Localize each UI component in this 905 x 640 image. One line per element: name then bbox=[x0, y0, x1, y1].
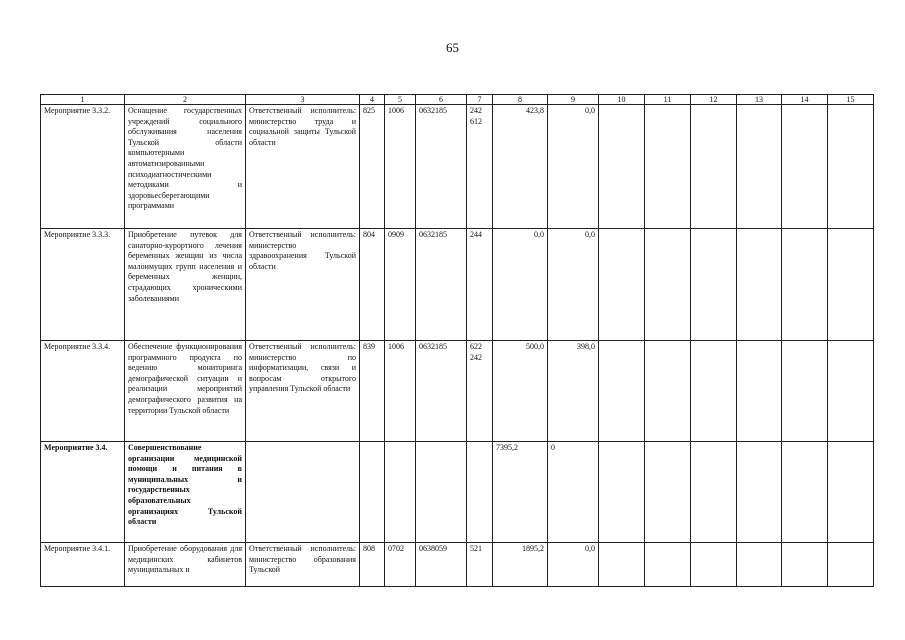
event-cell: Мероприятие 3.3.4. bbox=[41, 341, 125, 442]
empty-cell bbox=[599, 442, 645, 543]
header-row bbox=[41, 95, 874, 105]
amount-cell: 0,0 bbox=[493, 229, 548, 341]
empty-cell bbox=[599, 543, 645, 587]
section-code-cell: 0702 bbox=[385, 543, 416, 587]
amount-cell: 7395,2 bbox=[493, 442, 548, 543]
empty-cell bbox=[645, 105, 691, 229]
expense-type-cell: 242 612 bbox=[467, 105, 493, 229]
empty-cell bbox=[828, 341, 874, 442]
target-code-cell: 0632185 bbox=[416, 229, 467, 341]
description-cell: Приобретение путевок для санаторно-курортного лечения беременных женщин из числа малоимущих групп населения и беременных женщин, страдающих хроническими заболеваниями bbox=[125, 229, 246, 341]
column-header: 6 bbox=[416, 95, 467, 105]
empty-cell bbox=[782, 229, 828, 341]
amount-cell: 0,0 bbox=[548, 229, 599, 341]
target-code-cell bbox=[416, 442, 467, 543]
empty-cell bbox=[737, 229, 782, 341]
executor-cell: Ответственный исполнитель: министерство по информатизации, связи и вопросам открытого управления Тульской области bbox=[246, 341, 360, 442]
empty-cell bbox=[828, 442, 874, 543]
event-cell: Мероприятие 3.4. bbox=[41, 442, 125, 543]
expense-type-cell: 622 242 bbox=[467, 341, 493, 442]
empty-cell bbox=[782, 105, 828, 229]
empty-cell bbox=[599, 105, 645, 229]
column-header: 11 bbox=[645, 95, 691, 105]
empty-cell bbox=[691, 229, 737, 341]
page-number: 65 bbox=[446, 40, 459, 55]
executor-cell: Ответственный исполнитель: министерство образования Тульской bbox=[246, 543, 360, 587]
event-cell: Мероприятие 3.3.3. bbox=[41, 229, 125, 341]
empty-cell bbox=[828, 229, 874, 341]
event-cell: Мероприятие 3.3.2. bbox=[41, 105, 125, 229]
column-header: 7 bbox=[467, 95, 493, 105]
empty-cell bbox=[691, 543, 737, 587]
amount-cell: 398,0 bbox=[548, 341, 599, 442]
column-header: 2 bbox=[125, 95, 246, 105]
empty-cell bbox=[782, 442, 828, 543]
empty-cell bbox=[645, 229, 691, 341]
event-cell: Мероприятие 3.4.1. bbox=[41, 543, 125, 587]
empty-cell bbox=[691, 442, 737, 543]
empty-cell bbox=[691, 105, 737, 229]
column-header: 1 bbox=[41, 95, 125, 105]
target-code-cell: 0632185 bbox=[416, 105, 467, 229]
table-row bbox=[41, 341, 874, 442]
gr-code-cell: 839 bbox=[360, 341, 385, 442]
expense-type-cell: 244 bbox=[467, 229, 493, 341]
target-code-cell: 0632185 bbox=[416, 341, 467, 442]
table-row bbox=[41, 442, 874, 543]
column-header: 14 bbox=[782, 95, 828, 105]
empty-cell bbox=[599, 341, 645, 442]
empty-cell bbox=[782, 543, 828, 587]
column-header: 15 bbox=[828, 95, 874, 105]
gr-code-cell: 804 bbox=[360, 229, 385, 341]
executor-cell: Ответственный исполнитель: министерство здравоохранения Тульской области bbox=[246, 229, 360, 341]
gr-code-cell bbox=[360, 442, 385, 543]
amount-cell: 0,0 bbox=[548, 105, 599, 229]
column-header: 3 bbox=[246, 95, 360, 105]
section-code-cell: 1006 bbox=[385, 105, 416, 229]
amount-cell: 500,0 bbox=[493, 341, 548, 442]
column-header: 8 bbox=[493, 95, 548, 105]
amount-cell: 0 bbox=[548, 442, 599, 543]
empty-cell bbox=[828, 543, 874, 587]
column-header: 5 bbox=[385, 95, 416, 105]
empty-cell bbox=[737, 105, 782, 229]
executor-cell: Ответственный исполнитель: министерство труда и социальной защиты Тульской области bbox=[246, 105, 360, 229]
empty-cell bbox=[599, 229, 645, 341]
table-row bbox=[41, 229, 874, 341]
column-header: 9 bbox=[548, 95, 599, 105]
column-header: 13 bbox=[737, 95, 782, 105]
empty-cell bbox=[737, 442, 782, 543]
gr-code-cell: 825 bbox=[360, 105, 385, 229]
column-header: 12 bbox=[691, 95, 737, 105]
executor-cell bbox=[246, 442, 360, 543]
empty-cell bbox=[782, 341, 828, 442]
gr-code-cell: 808 bbox=[360, 543, 385, 587]
description-cell: Обеспечение функционирования программного продукта по ведению мониторинга демографической ситуации и реализации мероприятий демографического развития на территории Тульской области bbox=[125, 341, 246, 442]
amount-cell: 1895,2 bbox=[493, 543, 548, 587]
empty-cell bbox=[645, 341, 691, 442]
table-row bbox=[41, 543, 874, 587]
empty-cell bbox=[737, 341, 782, 442]
description-cell: Оснащение государственных учреждений социального обслуживания населения Тульской области компьютерными автоматизированными психодиагностическими методиками и здоровьесберегающими программами bbox=[125, 105, 246, 229]
column-header: 4 bbox=[360, 95, 385, 105]
expense-type-cell: 521 bbox=[467, 543, 493, 587]
empty-cell bbox=[691, 341, 737, 442]
empty-cell bbox=[737, 543, 782, 587]
column-header: 10 bbox=[599, 95, 645, 105]
section-code-cell bbox=[385, 442, 416, 543]
description-cell: Приобретение оборудования для медицинских кабинетов муниципальных и bbox=[125, 543, 246, 587]
empty-cell bbox=[828, 105, 874, 229]
section-code-cell: 1006 bbox=[385, 341, 416, 442]
expense-type-cell bbox=[467, 442, 493, 543]
empty-cell bbox=[645, 442, 691, 543]
amount-cell: 423,8 bbox=[493, 105, 548, 229]
budget-table bbox=[40, 94, 874, 587]
table-row bbox=[41, 105, 874, 229]
empty-cell bbox=[645, 543, 691, 587]
amount-cell: 0,0 bbox=[548, 543, 599, 587]
description-cell: Совершенствование организации медицинской помощи и питания в муниципальных и государственных образовательных организациях Тульской области bbox=[125, 442, 246, 543]
section-code-cell: 0909 bbox=[385, 229, 416, 341]
target-code-cell: 0638059 bbox=[416, 543, 467, 587]
